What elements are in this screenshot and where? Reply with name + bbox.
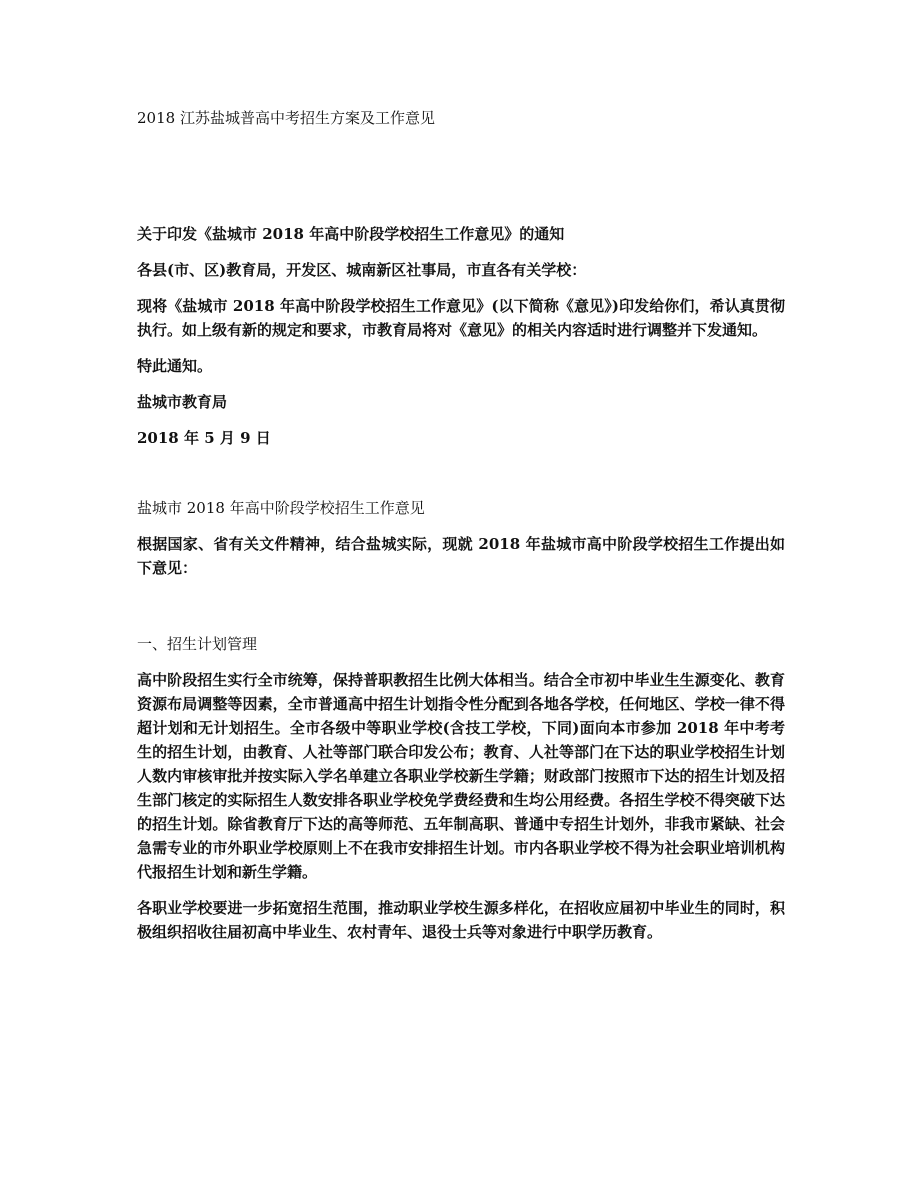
section-heading: 一、招生计划管理 <box>137 635 258 653</box>
opinion-title: 盐城市 2018 年高中阶段学校招生工作意见 <box>137 499 425 517</box>
opinion-intro: 根据国家、省有关文件精神，结合盐城实际，现就 2018 年盐城市高中阶段学校招生工作提出如下意见： <box>137 535 785 577</box>
notice-body: 现将《盐城市 2018 年高中阶段学校招生工作意见》(以下简称《意见》)印发给你们，希认真贯彻执行。如上级有新的规定和要求，市教育局将对《意见》的相关内容适时进行调整并下发通知。 <box>137 297 785 339</box>
section-paragraph: 各职业学校要进一步拓宽招生范围，推动职业学校生源多样化，在招收应届初中毕业生的同时，积极组织招收往届初高中毕业生、农村青年、退役士兵等对象进行中职学历教育。 <box>137 899 785 941</box>
document-body <box>137 222 785 956</box>
special-notice: 特此通知。 <box>137 357 213 375</box>
document-title: 2018 江苏盐城普高中考招生方案及工作意见 <box>137 109 435 127</box>
section-paragraph: 高中阶段招生实行全市统筹，保持普职教招生比例大体相当。结合全市初中毕业生生源变化、教育资源布局调整等因素，全市普通高中招生计划指令性分配到各地各学校，任何地区、学校一律不得超计划和无计划招生。全市各级中等职业学校(含技工学校，下同)面向本市参加 2018 年中考考生的招生计划，由教育、人社等部门联合印发公布；教育、人社等部门在下达的职业学校招生计划人数内审核审批并按实际入学名单建立各职业学校新生学籍；财政部门按照市下达的招生计划及招生部门核定的实际招生人数安排各职业学校免学费经费和生均公用经费。各招生学校不得突破下达的招生计划。除省教育厅下达的高等师范、五年制高职、普通中专招生计划外，非我市紧缺、社会急需专业的市外职业学校原则上不在我市安排招生计划。市内各职业学校不得为社会职业培训机构代报招生计划和新生学籍。 <box>137 671 785 881</box>
issue-date: 2018 年 5 月 9 日 <box>137 429 271 447</box>
issuer: 盐城市教育局 <box>137 393 228 411</box>
notice-title: 关于印发《盐城市 2018 年高中阶段学校招生工作意见》的通知 <box>137 225 565 243</box>
notice-addressee: 各县(市、区)教育局，开发区、城南新区社事局，市直各有关学校： <box>137 261 587 279</box>
